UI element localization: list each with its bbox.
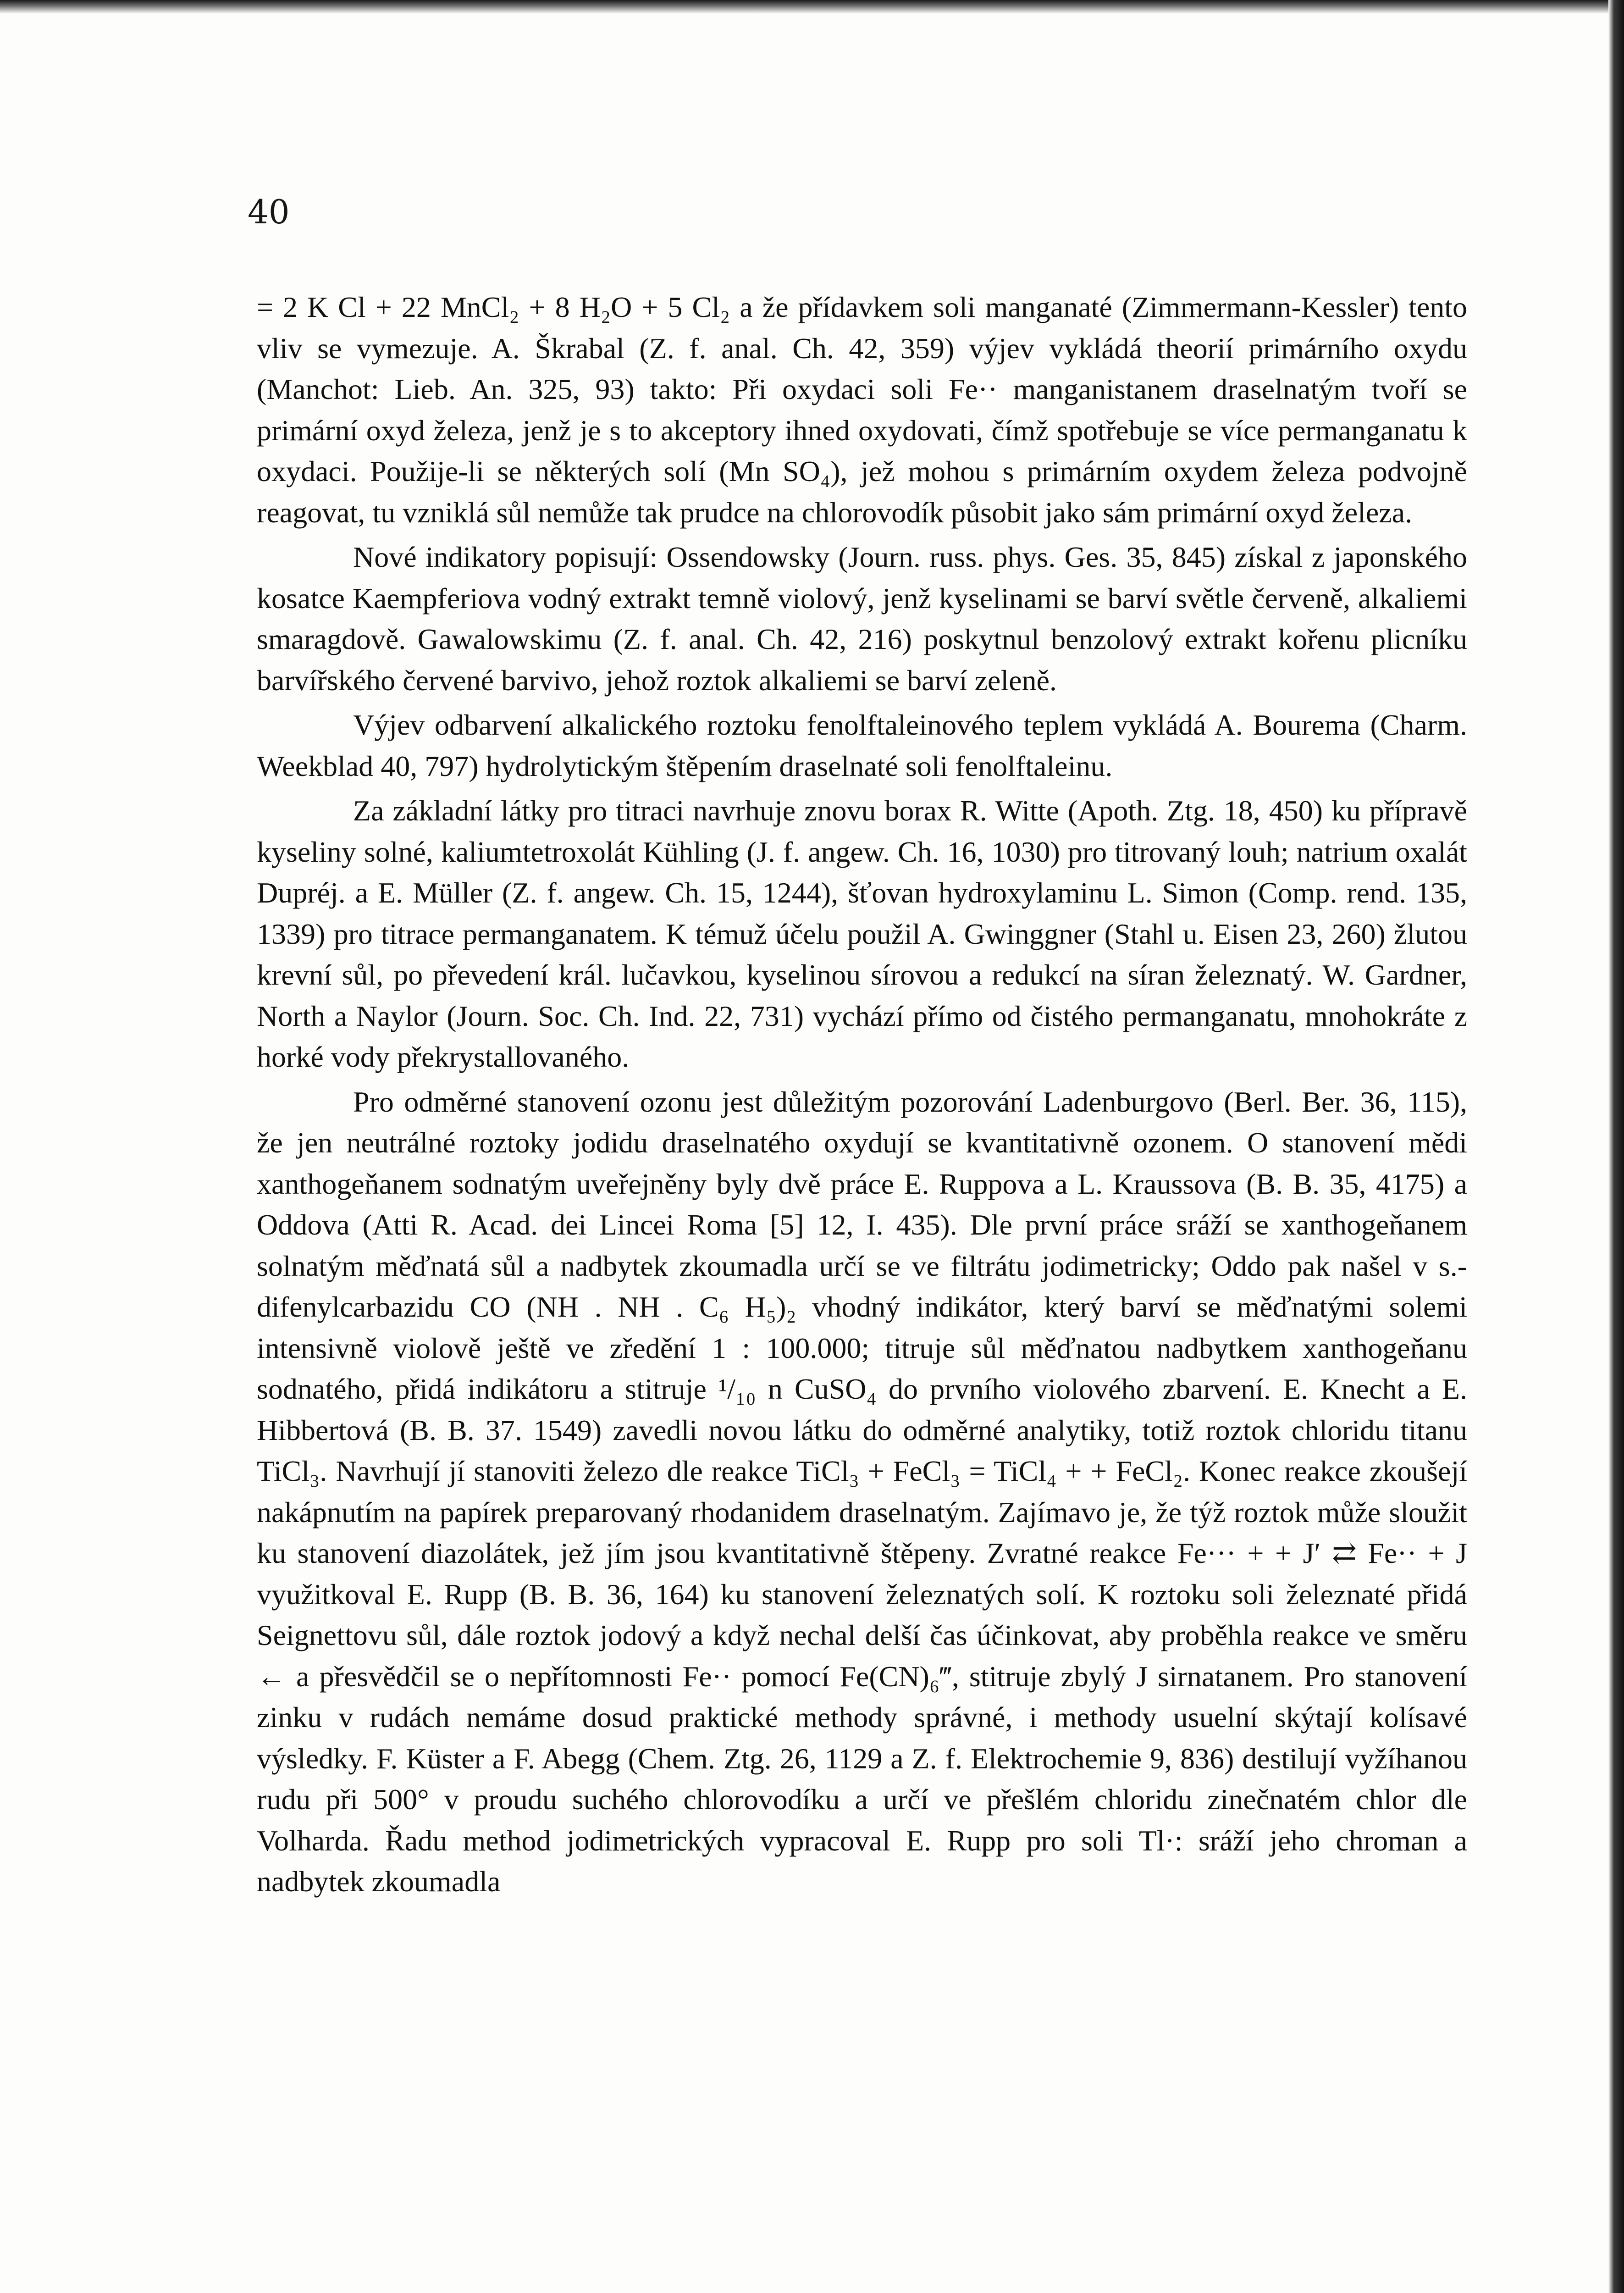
body-text: [257, 287, 1467, 1902]
paragraph-ozone-and-copper: Pro odměrné stanovení ozonu jest důležitým pozorování Ladenburgovo (Berl. Ber. 36, 115), že jen neutrálné roztoky jodidu draselnatého oxydují se kvantitativně ozonem. O stanovení mědi xanthogeňanem sodnatým uveřejněny byly dvě práce E. Ruppova a L. Kraussova (B. B. 35, 4175) a Oddova (Atti R. Acad. dei Lincei Roma [5] 12, I. 435). Dle první práce sráží se xanthogeňanem solnatým měďnatá sůl a nadbytek zkoumadla určí se ve filtrátu jodimetricky; Oddo pak našel v s.-difenylcarbazidu CO (NH . NH . C₆ H₅)₂ vhodný indikátor, který barví se měďnatými solemi intensivně violově ještě ve zředění 1 : 100.000; titruje sůl měďnatou nadbytkem xanthogeňanu sodnatého, přidá indikátoru a stitruje ¹/₁₀ n CuSO₄ do prvního violového zbarvení. E. Knecht a E. Hibbertová (B. B. 37. 1549) zavedli novou látku do odměrné analytiky, totiž roztok chloridu titanu TiCl₃. Navrhují jí stanoviti železo dle reakce TiCl₃ + FeCl₃ = TiCl₄ + + FeCl₂. Konec reakce zkoušejí nakápnutím na papírek preparovaný rhodanidem draselnatým. Zajímavo je, že týž roztok může sloužit ku stanovení diazolátek, jež jím jsou kvantitativně štěpeny. Zvratné reakce Fe··· + + J′ ⇄ Fe·· + J využitkoval E. Rupp (B. B. 36, 164) ku stanovení železnatých solí. K roztoku soli železnaté přidá Seignettovu sůl, dále roztok jodový a když nechal delší čas účinkovat, aby proběhla reakce ve směru ← a přesvědčil se o nepřítomnosti Fe·· pomocí Fe(CN)₆‴, stitruje zbylý J sirnatanem. Pro stanovení zinku v rudách nemáme dosud praktické methody správné, i methody usuelní skýtají kolísavé výsledky. F. Küster a F. Abegg (Chem. Ztg. 26, 1129 a Z. f. Elektrochemie 9, 836) destilují vyžíhanou rudu při 500° v proudu suchého chlorovodíku a určí ve přešlém chloridu zinečnatém chlor dle Volharda. Řadu method jodimetrických vypracoval E. Rupp pro soli Tl·: sráží jeho chroman a nadbytek zkoumadla: [257, 1085, 1467, 1898]
paragraph-continuation: = 2 K Cl + 22 MnCl₂ + 8 H₂O + 5 Cl₂ a že přídavkem soli manganaté (Zimmermann-Kessler) tento vliv se vymezuje. A. Škrabal (Z. f. anal. Ch. 42, 359) výjev vykládá theorií primárního oxydu (Manchot: Lieb. An. 325, 93) takto: Při oxydaci soli Fe·· manganistanem draselnatým tvoří se primární oxyd železa, jenž je s to akceptory ihned oxydovati, čímž spotřebuje se více permanganatu k oxydaci. Použije-li se některých solí (Mn SO₄), jež mohou s primárním oxydem železa podvojně reagovat, tu vzniklá sůl nemůže tak prudce na chlorovodík působit jako sám primární oxyd železa.: [257, 291, 1467, 529]
page-number: 40: [248, 193, 290, 231]
scan-top-edge: [0, 0, 1624, 14]
paragraph-indicators: Nové indikatory popisují: Ossendowsky (Journ. russ. phys. Ges. 35, 845) získal z japonského kosatce Kaempferiova vodný extrakt temně violový, jenž kyselinami se barví světle červeně, alkaliemi smaragdově. Gawalowskimu (Z. f. anal. Ch. 42, 216) poskytnul benzolový extrakt kořenu plicníku barvířského červené barvivo, jehož roztok alkaliemi se barví zeleně.: [257, 541, 1467, 697]
paragraph-base-substances: Za základní látky pro titraci navrhuje znovu borax R. Witte (Apoth. Ztg. 18, 450) ku přípravě kyseliny solné, kaliumtetroxolát Kühling (J. f. angew. Ch. 16, 1030) pro titrovaný louh; natrium oxalát Dupréj. a E. Müller (Z. f. angew. Ch. 15, 1244), šťovan hydroxylaminu L. Simon (Comp. rend. 135, 1339) pro titrace permanganatem. K témuž účelu použil A. Gwinggner (Stahl u. Eisen 23, 260) žlutou krevní sůl, po převedení král. lučavkou, kyselinou sírovou a redukcí na síran železnatý. W. Gardner, North a Naylor (Journ. Soc. Ch. Ind. 22, 731) vychází přímo od čistého permanganatu, mnohokráte z horké vody překrystallovaného.: [257, 794, 1467, 1073]
paragraph-phenolphthalein: Výjev odbarvení alkalického roztoku fenolftaleinového teplem vykládá A. Bourema (Charm. Weekblad 40, 797) hydrolytickým štěpením draselnaté soli fenolftaleinu.: [257, 709, 1467, 782]
scan-right-edge: [1608, 0, 1624, 2293]
